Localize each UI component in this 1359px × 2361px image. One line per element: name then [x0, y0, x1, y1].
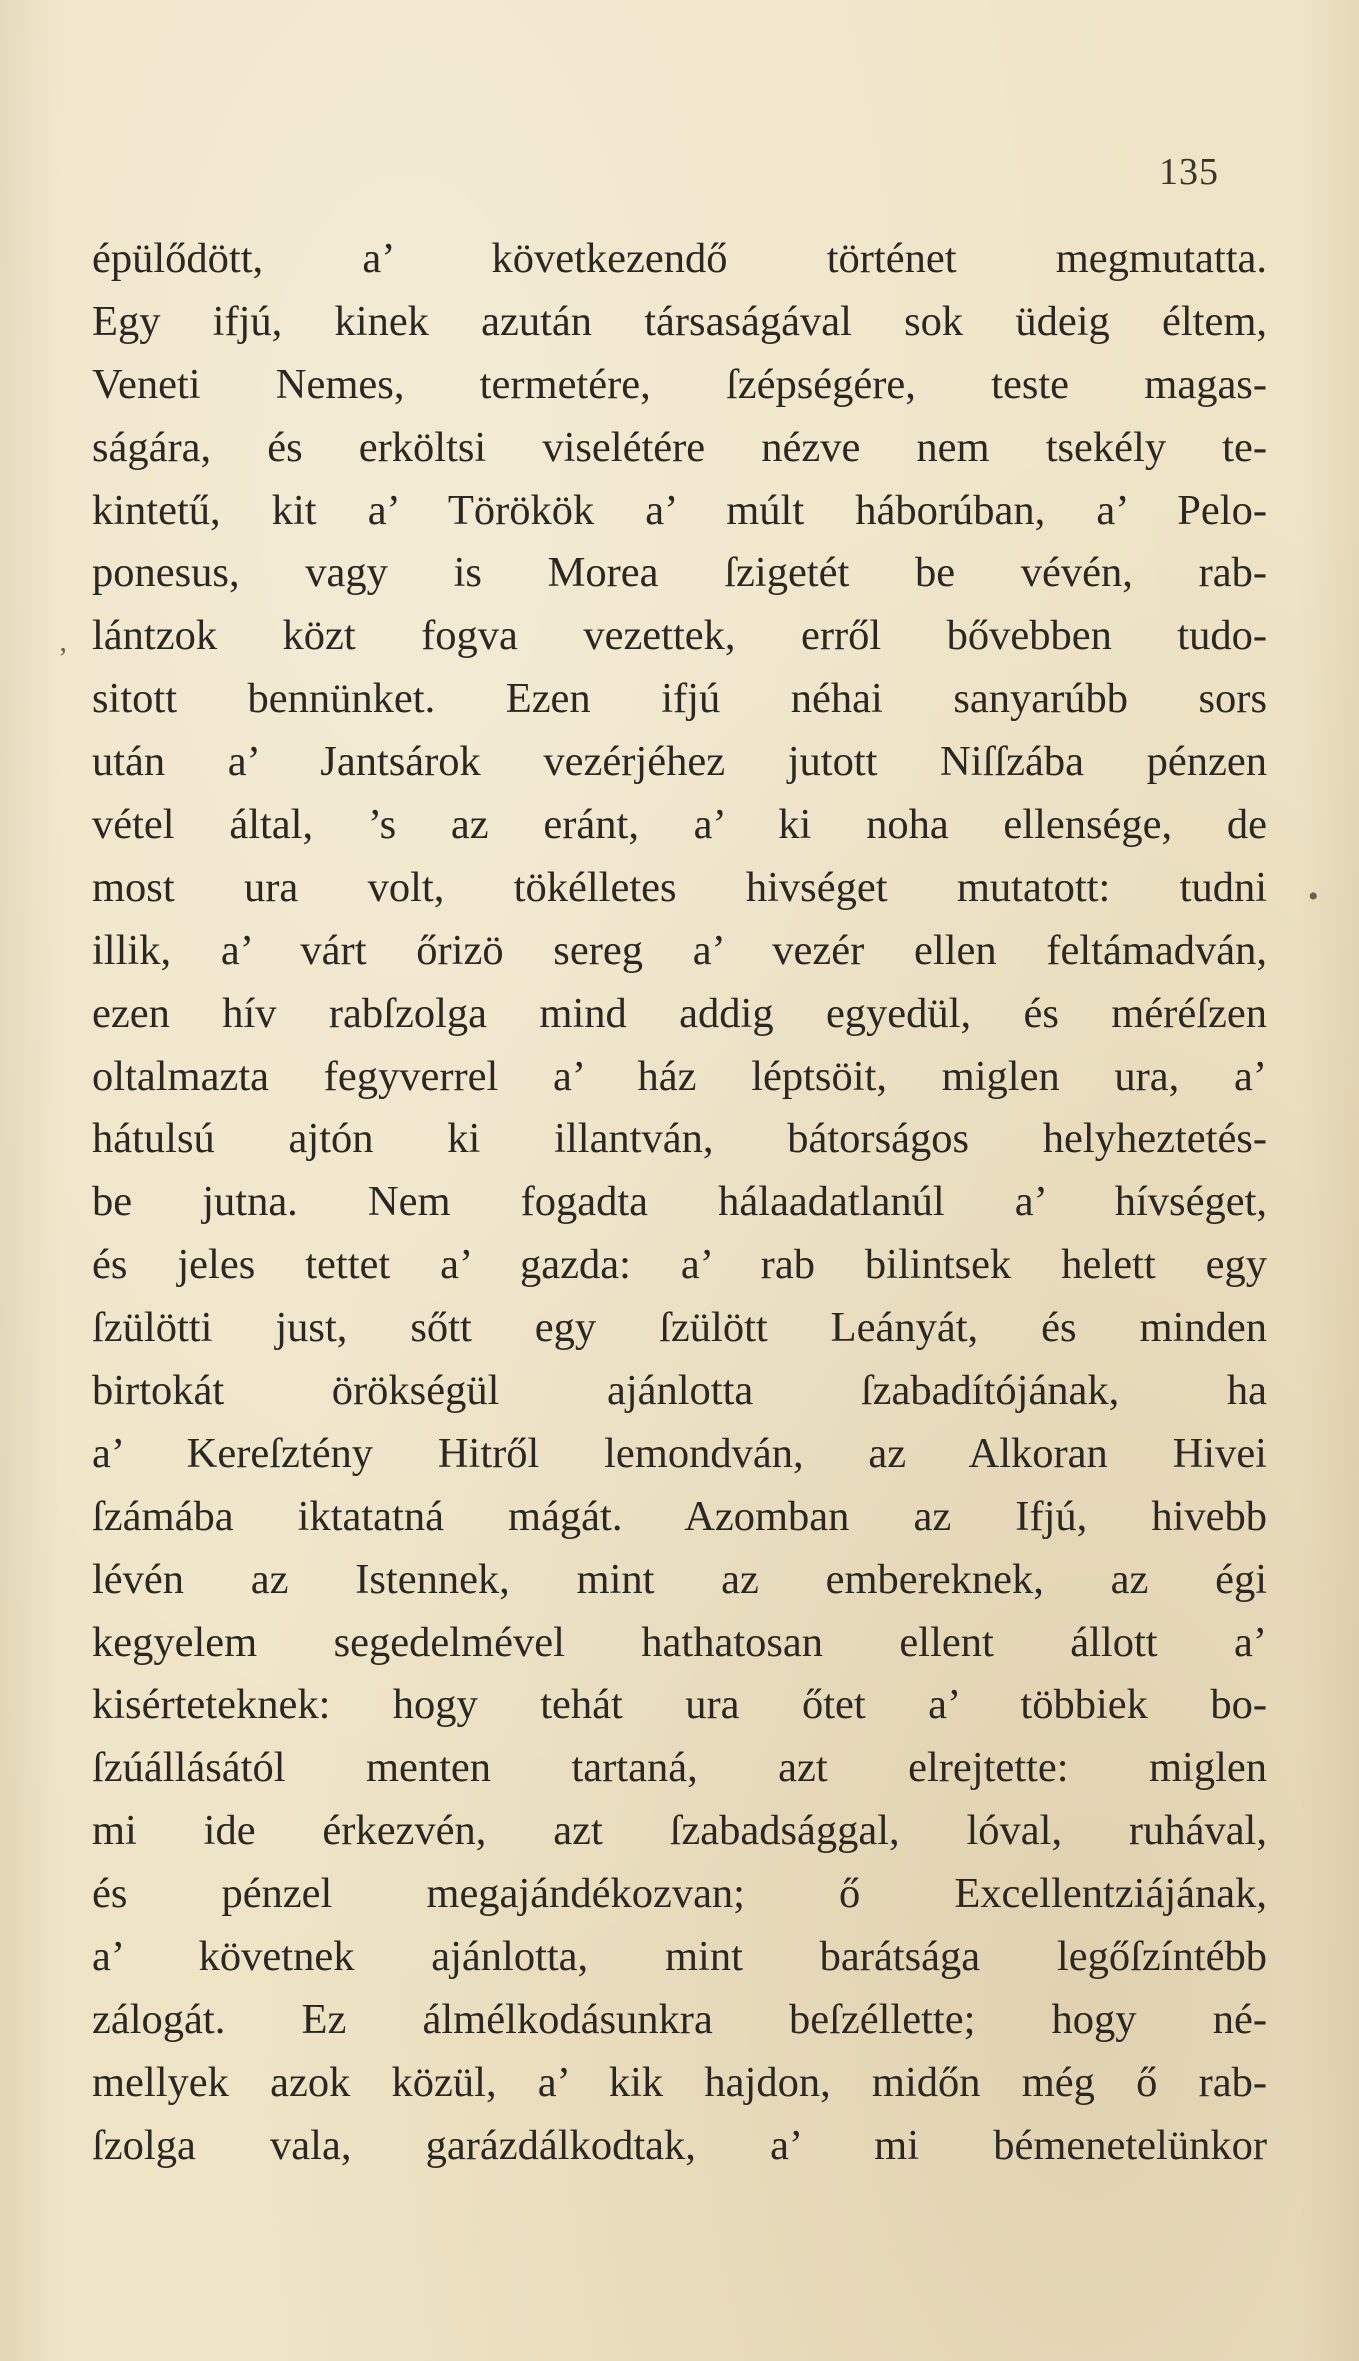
text-line: vétel által, ’s az eránt, a’ ki noha ellensége, de [92, 801, 1267, 849]
margin-mark-right: • [1308, 880, 1319, 913]
text-line: kegyelem segedelmével hathatosan ellent állott a’ [92, 1618, 1267, 1666]
text-line: és jeles tettet a’ gazda: a’ rab bilintsek helett egy [92, 1241, 1267, 1289]
text-line: illik, a’ várt őrizö sereg a’ vezér ellen feltámadván, [92, 926, 1267, 974]
text-line: ságára, és erköltsi viselétére nézve nem tsekély te- [92, 423, 1267, 471]
text-line: mellyek azok közül, a’ kik hajdon, midőn még ő rab- [92, 2058, 1267, 2106]
text-line: ſzolga vala, garázdálkodtak, a’ mi bémenetelünkor [92, 2121, 1267, 2169]
text-line: lévén az Istennek, mint az embereknek, az égi [92, 1555, 1267, 1603]
text-line: oltalmazta fegyverrel a’ ház léptsöit, miglen ura, a’ [92, 1052, 1267, 1100]
text-line: zálogát. Ez álmélkodásunkra beſzéllette; hogy né- [92, 1995, 1267, 2043]
text-line: ſzámába iktatatná mágát. Azomban az Ifjú, hivebb [92, 1492, 1267, 1540]
text-line: és pénzel megajándékozvan; ő Excellentziájának, [92, 1870, 1267, 1918]
text-line: hátulsú ajtón ki illantván, bátorságos helyheztetés- [92, 1115, 1267, 1163]
margin-mark-left: ‚ [58, 625, 68, 658]
body-text [92, 228, 1267, 2178]
page-number: 135 [1159, 151, 1219, 193]
text-line: ezen hív rabſzolga mind addig egyedül, és méréſzen [92, 989, 1267, 1037]
text-line: lántzok közt fogva vezettek, erről bővebben tudo- [92, 612, 1267, 660]
text-line: után a’ Jantsárok vezérjéhez jutott Niſſzába pénzen [92, 738, 1267, 786]
text-line: ſzúállásától menten tartaná, azt elrejtette: miglen [92, 1744, 1267, 1792]
text-line: épülődött, a’ következendő történet megmutatta. [92, 235, 1267, 282]
text-line: kintetű, kit a’ Törökök a’ múlt háborúban, a’ Pelo- [92, 486, 1267, 534]
text-line: mi ide érkezvén, azt ſzabadsággal, lóval, ruhával, [92, 1807, 1267, 1855]
text-line: a’ követnek ajánlotta, mint barátsága legőſzíntébb [92, 1933, 1267, 1981]
text-line: Egy ifjú, kinek azután társaságával sok üdeig éltem, [92, 297, 1267, 345]
text-line: ſzülötti just, sőtt egy ſzülött Leányát, és minden [92, 1304, 1267, 1352]
text-line: a’ Kereſztény Hitről lemondván, az Alkoran Hivei [92, 1429, 1267, 1477]
text-line: birtokát örökségül ajánlotta ſzabadítójának, ha [92, 1367, 1267, 1415]
text-line: ponesus, vagy is Morea ſzigetét be vévén, rab- [92, 549, 1267, 597]
text-line: sitott bennünket. Ezen ifjú néhai sanyarúbb sors [92, 675, 1267, 723]
text-line: be jutna. Nem fogadta hálaadatlanúl a’ hívséget, [92, 1178, 1267, 1226]
text-line: most ura volt, tökélletes hivséget mutatott: tudni [92, 863, 1267, 911]
text-line: Veneti Nemes, termetére, ſzépségére, teste magas- [92, 360, 1267, 408]
text-line: kisérteteknek: hogy tehát ura őtet a’ többiek bo- [92, 1681, 1267, 1729]
